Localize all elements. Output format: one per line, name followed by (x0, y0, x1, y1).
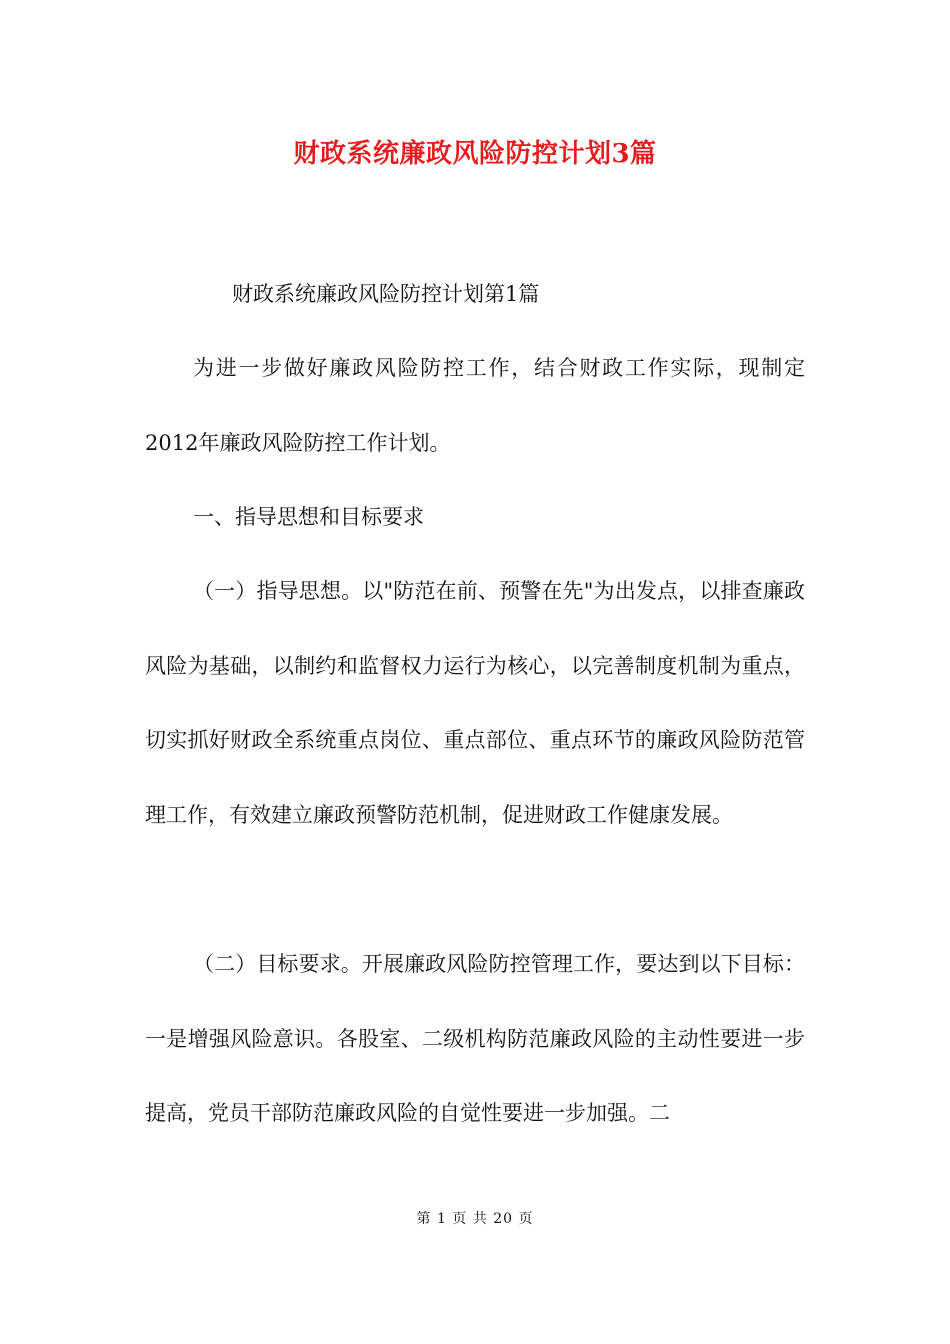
page-number-footer: 第 1 页 共 20 页 (416, 1211, 534, 1227)
paragraph-target-requirements: （二）目标要求。开展廉政风险防控管理工作，要达到以下目标：一是增强风险意识。各股室、二级机构防范廉政风险的主动性要进一步提高，党员干部防范廉政风险的自觉性要进一步加强。二 (145, 952, 805, 1125)
section-subtitle: 财政系统廉政风险防控计划第1篇 (232, 282, 540, 306)
section-heading: 一、指导思想和目标要求 (193, 505, 424, 529)
document-title: 财政系统廉政风险防控计划3篇 (293, 139, 657, 169)
paragraph-intro: 为进一步做好廉政风险防控工作，结合财政工作实际，现制定2012年廉政风险防控工作计划。 (145, 356, 805, 455)
paragraph-guiding-ideology: （一）指导思想。以"防范在前、预警在先"为出发点，以排查廉政风险为基础，以制约和监督权力运行为核心，以完善制度机制为重点，切实抓好财政全系统重点岗位、重点部位、重点环节的廉政风险防范管理工作，有效建立廉政预警防范机制，促进财政工作健康发展。 (145, 579, 805, 827)
